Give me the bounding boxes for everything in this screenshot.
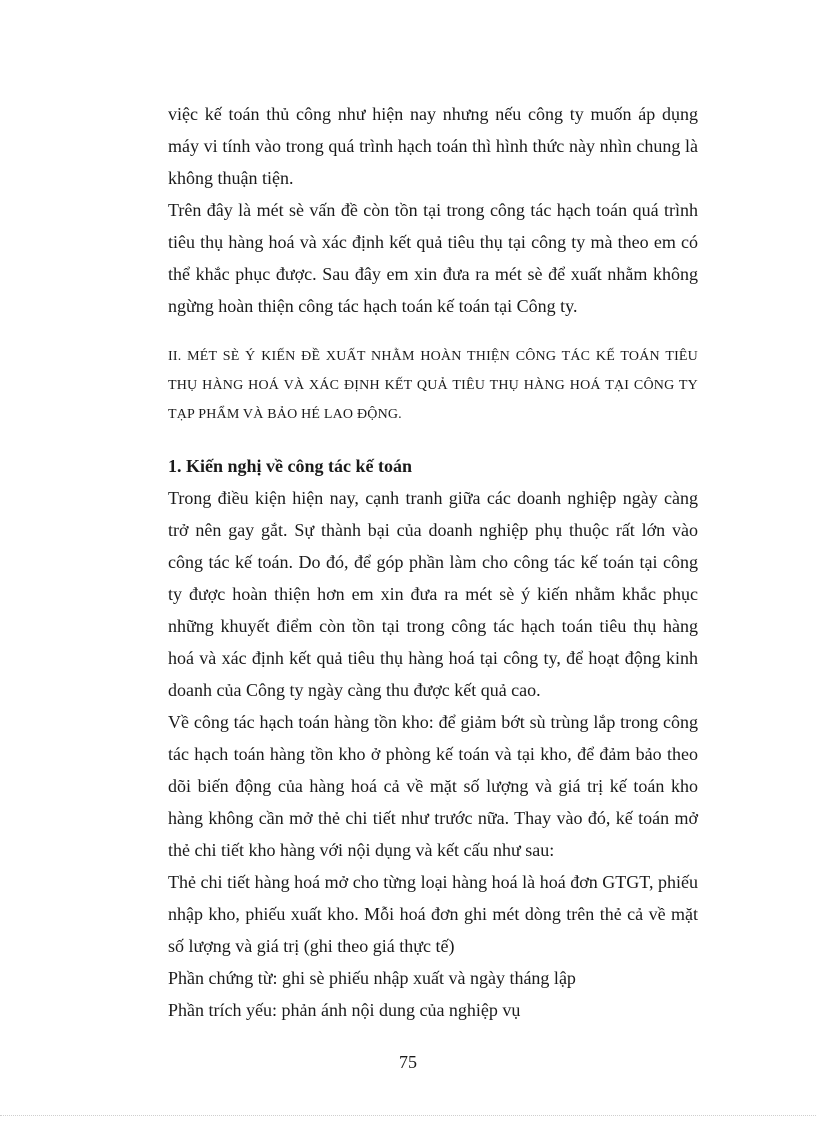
paragraph-body: Phần chứng từ: ghi sè phiếu nhập xuất và ngày tháng lập (168, 968, 576, 988)
paragraph-body: Về công tác hạch toán hàng tồn kho: để giảm bớt sù trùng lắp trong công tác hạch toán hàng tồn kho ở phòng kế toán và tại kho, để đảm bảo theo dõi biến động của hàng hoá cả về mặt số lượng và giá trị kế toán kho hàng không cần mở thẻ chi tiết như trước nữa. Thay vào đó, kế toán mở thẻ chi tiết kho hàng với nội dụng và kết cấu như sau: (168, 712, 698, 860)
paragraph-summary: Trên đây là mét sè vấn đề còn tồn tại trong công tác hạch toán quá trình tiêu thụ hàng hoá và xác định kết quả tiêu thụ tại công ty mà theo em có thể khắc phục được. Sau đây em xin đưa ra mét sè để xuất nhằm không ngừng hoàn thiện công tác hạch toán kế toán tại Công ty. (168, 200, 698, 316)
page-number: 75 (399, 1052, 417, 1072)
paragraph-body: Trong điều kiện hiện nay, cạnh tranh giữa các doanh nghiệp ngày càng trở nên gay gắt. Sự thành bại của doanh nghiệp phụ thuộc rất lớn vào công tác kế toán. Do đó, để góp phần làm cho công tác kế toán tại công ty được hoàn thiện hơn em xin đưa ra mét sè ý kiến nhằm khắc phục những khuyết điểm còn tồn tại trong công tác hạch toán tiêu thụ hàng hoá và xác định kết quả tiêu thụ hàng hoá tại công ty, để hoạt động kinh doanh của Công ty ngày càng thu được kết quả cao. (168, 488, 698, 700)
page-content (168, 98, 698, 1026)
paragraph-body: Phần trích yếu: phản ánh nội dung của nghiệp vụ (168, 1000, 521, 1020)
subsection-heading: 1. Kiến nghị về công tác kế toán (168, 456, 413, 476)
section-heading: II. MÉT SÈ Ý KIẾN ĐỀ XUẤT NHẰM HOÀN THIỆN CÔNG TÁC KẾ TOÁN TIÊU THỤ HÀNG HOÁ VÀ XÁC ĐỊNH KẾT QUẢ TIÊU THỤ HÀNG HOÁ TẠI CÔNG TY TẠP PHẨM VÀ BẢO HÉ LAO ĐỘNG. (168, 349, 698, 422)
page-bottom-divider (0, 1115, 816, 1116)
paragraph-continuation: việc kế toán thủ công như hiện nay nhưng nếu công ty muốn áp dụng máy vi tính vào trong quá trình hạch toán thì hình thức này nhìn chung là không thuận tiện. (168, 104, 698, 188)
paragraph-body: Thẻ chi tiết hàng hoá mở cho từng loại hàng hoá là hoá đơn GTGT, phiếu nhập kho, phiếu xuất kho. Mỗi hoá đơn ghi mét dòng trên thẻ cả về mặt số lượng và giá trị (ghi theo giá thực tế) (168, 872, 698, 956)
